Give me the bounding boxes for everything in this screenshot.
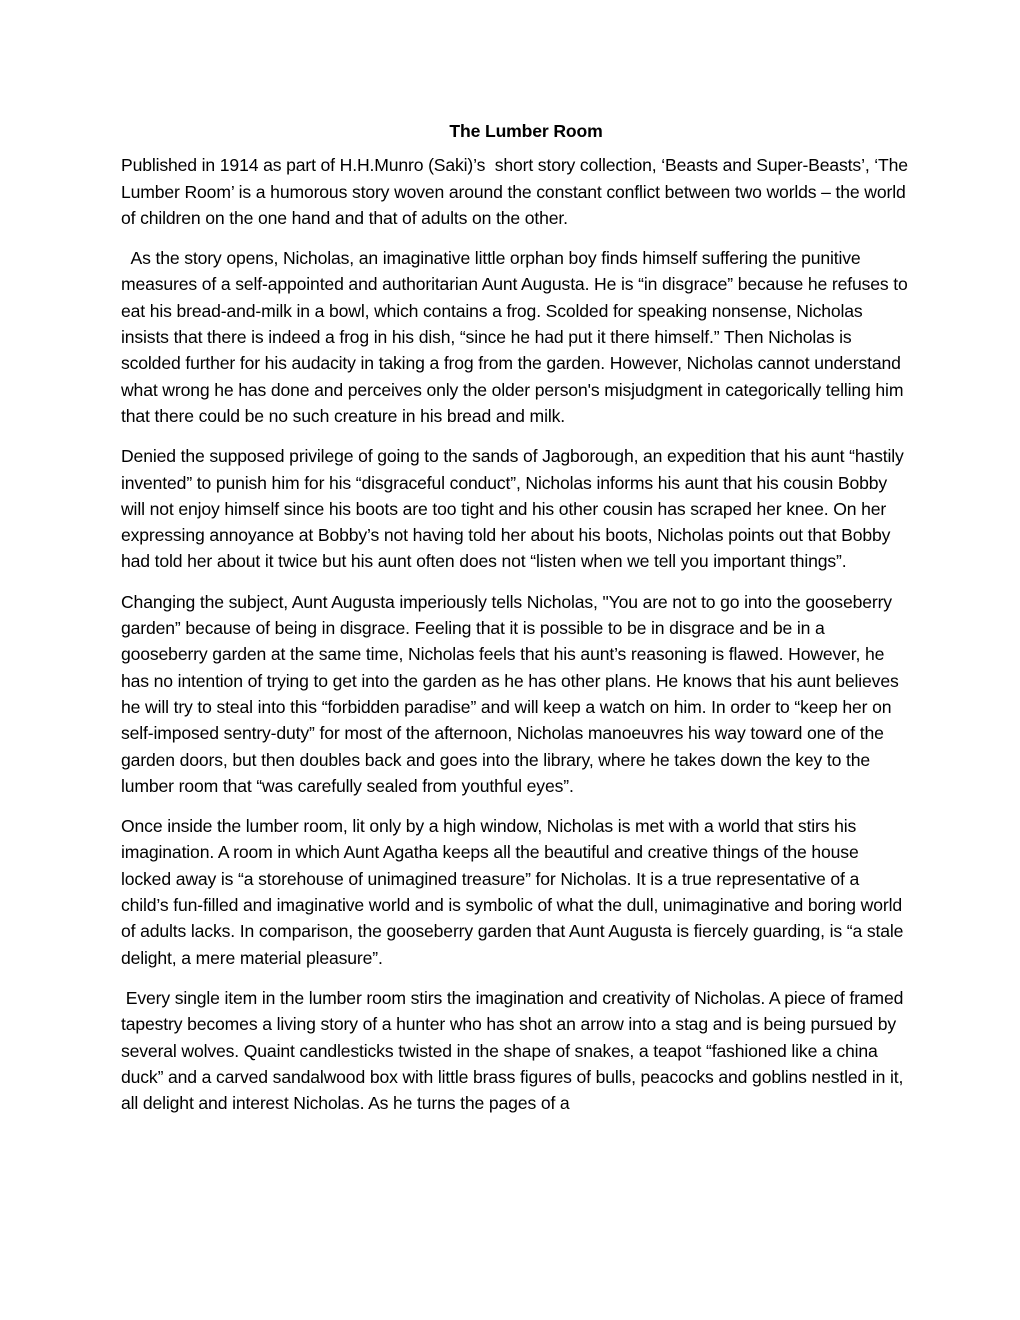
paragraph-2: As the story opens, Nicholas, an imaginative little orphan boy finds himself suffering the punitive measures of a self-appointed and authoritarian Aunt Augusta. He is “in disgrace” because he refuses to eat his bread-and-milk in a bowl, which contains a frog. Scolded for speaking nonsense, Nicholas insists that there is indeed a frog in his dish, “since he had put it there himself.” Then Nicholas is scolded further for his audacity in taking a frog from the garden. However, Nicholas cannot understand what wrong he has done and perceives only the older person's misjudgment in categorically telling him that there could be no such creature in his bread and milk. [121, 248, 913, 426]
paragraph-3: Denied the supposed privilege of going to the sands of Jagborough, an expedition that his aunt “hastily invented” to punish him for his “disgraceful conduct”, Nicholas informs his aunt that his cousin Bobby will not enjoy himself since his boots are too tight and his other cousin has scraped her knee. On her expressing annoyance at Bobby’s not having told her about his boots, Nicholas points out that Bobby had told her about it twice but his aunt often does not “listen when we tell you important things”. [121, 446, 909, 572]
paragraph-5: Once inside the lumber room, lit only by a high window, Nicholas is met with a world that stirs his imagination. A room in which Aunt Agatha keeps all the beautiful and creative things of the house locked away is “a storehouse of unimagined treasure” for Nicholas. It is a true representative of a child’s fun-filled and imaginative world and is symbolic of what the dull, unimaginative and boring world of adults lacks. In comparison, the gooseberry garden that Aunt Augusta is fiercely guarding, is “a stale delight, a mere material pleasure”. [121, 816, 909, 968]
paragraph-4: Changing the subject, Aunt Augusta imperiously tells Nicholas, "You are not to go into the gooseberry garden” because of being in disgrace. Feeling that it is possible to be in disgrace and be in a gooseberry garden at the same time, Nicholas feels that his aunt’s reasoning is flawed. However, he has no intention of trying to get into the garden as he has other plans. He knows that his aunt believes he will try to steal into this “forbidden paradise” and will keep a watch on him. In order to “keep her on self-imposed sentry-duty” for most of the afternoon, Nicholas manoeuvres his way toward one of the garden doors, but then doubles back and goes into the library, where he takes down the key to the lumber room that “was carefully sealed from youthful eyes”. [121, 591, 904, 796]
document-page [121, 118, 911, 1130]
document-title: The Lumber Room [449, 121, 603, 141]
paragraph-6: Every single item in the lumber room stirs the imagination and creativity of Nicholas. A piece of framed tapestry becomes a living story of a hunter who has shot an arrow into a stag and is being pursued by several wolves. Quaint candlesticks twisted in the shape of snakes, a teapot “fashioned like a china duck” and a carved sandalwood box with little brass figures of bulls, peacocks and goblins nestled in it, all delight and interest Nicholas. As he turns the pages of a [121, 987, 909, 1114]
paragraph-1: Published in 1914 as part of H.H.Munro (Saki)’s short story collection, ‘Beasts and Super-Beasts’, ‘The Lumber Room’ is a humorous story woven around the constant conflict between two worlds – the world of children on the one hand and that of adults on the other. [121, 155, 913, 228]
